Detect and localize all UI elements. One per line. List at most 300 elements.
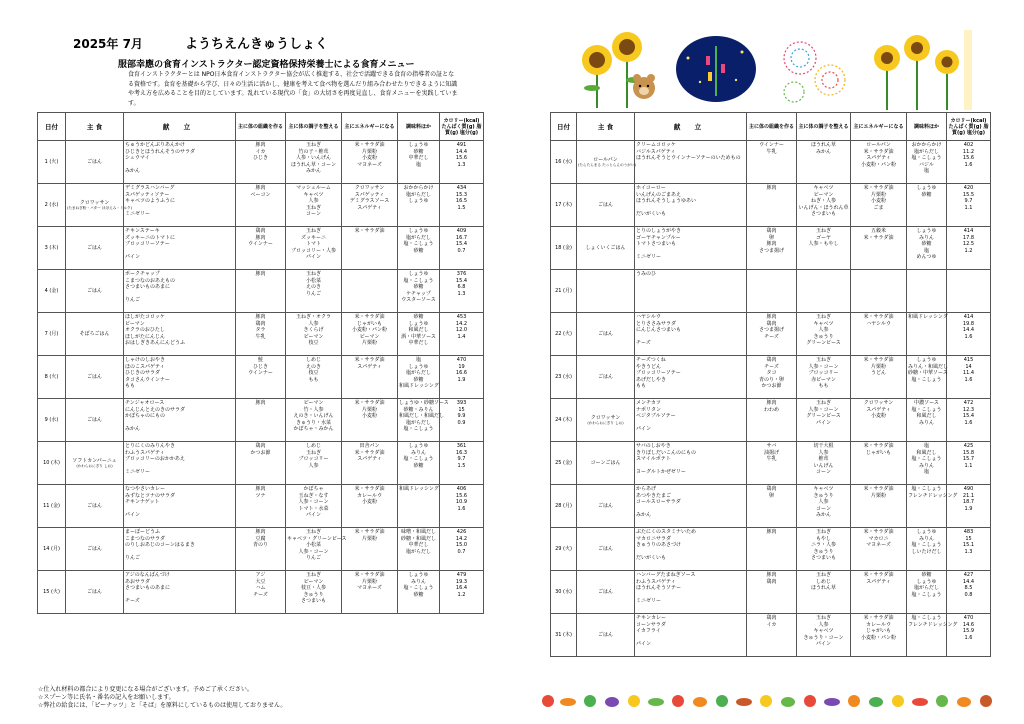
seasoning-line: しょうゆ <box>408 572 429 578</box>
intro-text: 食育インストラクターとは NPO日本食育インストラクター協会が広く推進する、社会で活躍できる食育の指導者の証となる資格です。食育を基礎から学び、日々の生活に活かし、健康を考えて食べ物を選んだり組み合わせたりできるように知識や考え方を広めることを目的としています。乱れている現代の「食」の大切さを再度見直し、食育メニューを実践しています。 <box>128 71 458 107</box>
yellow-line: スパゲティ <box>357 204 382 211</box>
staple-sub-text: (わわらおにぎり しお) <box>76 464 113 468</box>
dish-line: ベジタブルソテー <box>636 413 676 419</box>
dish-line: パイン <box>125 254 141 260</box>
dish-line: りんご <box>125 555 141 561</box>
green-line: キャベツ <box>303 191 324 198</box>
red-cell <box>747 313 797 356</box>
green-line: 人参・コーン <box>808 406 839 413</box>
green-line: キャベツ・グリーンピース <box>287 535 347 542</box>
seasoning-line: ケチャップ <box>406 290 431 297</box>
dish-line: オクラのおひたし <box>125 327 165 333</box>
green-line: キャベツ <box>813 486 834 492</box>
seasoning-line: 砂糖 <box>413 247 424 254</box>
menu-cell <box>635 356 747 399</box>
yellow-cell <box>342 571 398 614</box>
seasoning-line: 和風だし <box>408 327 429 333</box>
date-text: 25 (金) <box>555 459 572 466</box>
seasoning-cell <box>398 528 440 571</box>
seasoning-cell <box>907 399 947 442</box>
yellow-line: 米・サラダ油 <box>354 228 385 234</box>
nutrition-line: 10.9 <box>455 499 468 505</box>
seasoning-line: フレンチドレッシング <box>908 621 958 628</box>
col-staple: 主 食 <box>66 113 124 141</box>
yellow-line: 片栗粉 <box>870 191 886 198</box>
red-cell <box>747 184 797 227</box>
nutrition-line: 15.3 <box>455 191 468 198</box>
dish-line: ちゅうかどんぶりあんかけ <box>125 142 186 148</box>
nutrition-cell <box>440 485 484 528</box>
seasoning-line: おかからかけ <box>403 185 434 191</box>
staple-sub-text: (わわらおにぎり しお) <box>587 421 624 425</box>
seasoning-line: 塩・こしょう <box>911 456 942 462</box>
seasoning-line: みりん <box>918 234 934 241</box>
green-line: 玉ねぎ・なす <box>298 492 329 499</box>
green-cell <box>797 399 851 442</box>
red-line: かつお節 <box>761 383 782 389</box>
green-line: きゅうり <box>813 492 834 499</box>
staple-cell <box>577 399 635 442</box>
nutrition-line: 1.6 <box>964 333 973 340</box>
red-cell <box>236 442 286 485</box>
staple-cell <box>66 356 124 399</box>
nutrition-line: 14.4 <box>962 578 975 585</box>
nutrition-line: 14.2 <box>455 535 468 542</box>
date-cell <box>38 227 66 270</box>
yellow-line: 米・サラダ油 <box>863 572 894 578</box>
menu-row <box>551 141 991 184</box>
nutrition-line: 0.8 <box>964 591 973 598</box>
green-line: キャベツ <box>813 185 834 191</box>
nutrition-line: 434 <box>456 185 467 191</box>
dish-line: さつまいものあまに <box>125 284 171 290</box>
red-line: わわめ <box>763 406 779 413</box>
year-month: 2025年 7月 <box>73 37 143 51</box>
date-cell <box>551 485 577 528</box>
col-yellow: 主にエネルギーになる <box>851 113 907 141</box>
red-cell <box>236 227 286 270</box>
staple-cell <box>577 442 635 485</box>
seasoning-line: めんつゆ <box>916 254 937 260</box>
green-line: りんご <box>305 555 321 561</box>
dish-line <box>636 168 745 175</box>
yellow-cell <box>851 141 907 184</box>
nutrition-line: 491 <box>456 142 467 148</box>
note: ☆仕入れ材料の都合により変更になる場合がございます。予めご了承ください。 <box>38 686 253 693</box>
menu-row <box>551 270 991 313</box>
dish-line: デミグラスハンバーグ <box>125 185 175 191</box>
nutrition-line: 14.6 <box>962 621 975 628</box>
seasoning-line: 塩 <box>415 161 421 168</box>
green-line: 人参 <box>818 621 829 628</box>
seasoning-line: 和風ドレッシング <box>908 314 948 320</box>
green-cell <box>797 184 851 227</box>
menu-row <box>551 614 991 657</box>
dish-line: だいがくいも <box>636 555 667 561</box>
dish-line: りんご <box>125 297 141 303</box>
menu-cell <box>635 227 747 270</box>
seasoning-line: 塩・こしょう <box>403 277 434 284</box>
nutrition-line: 12.3 <box>962 406 975 413</box>
staple-cell <box>577 356 635 399</box>
nutrition-line: 21.1 <box>962 492 975 499</box>
yellow-cell <box>851 356 907 399</box>
dish-line: ミニゼリー <box>125 211 151 217</box>
yellow-line: うどん <box>870 370 886 376</box>
seasoning-line: 中華だし <box>408 155 429 161</box>
date-text: 28 (月) <box>555 502 572 509</box>
staple-text: ごはん <box>86 244 102 251</box>
red-line: 鶏肉 <box>766 486 777 492</box>
yellow-line: 片栗粉 <box>361 340 377 346</box>
nutrition-line: 18.7 <box>962 499 975 505</box>
yellow-line: 米・サラダ油 <box>354 572 385 578</box>
col-seasoning: 調味料ほか <box>907 113 947 141</box>
dish-line: もも <box>636 383 647 389</box>
date-text: 16 (水) <box>555 158 572 165</box>
green-line: パイン <box>815 641 831 647</box>
dish-line: チキンナゲット <box>125 499 160 505</box>
menu-cell <box>124 184 236 227</box>
green-line: 玉ねぎ <box>305 449 321 456</box>
nutrition-line: 15.1 <box>962 542 975 548</box>
dish-line: こまつなのサラダ <box>125 535 165 542</box>
red-cell <box>236 270 286 313</box>
seasoning-line: 塩 <box>923 168 929 174</box>
nutrition-line: 415 <box>963 357 974 363</box>
dish-line: あげだしやき <box>636 376 667 383</box>
nutrition-line: 414 <box>963 314 974 320</box>
yellow-line: 米・サラダ油 <box>354 314 385 320</box>
green-line: しめじ <box>815 578 831 585</box>
nutrition-cell <box>947 485 991 528</box>
seasoning-line: 砂糖 <box>413 591 424 598</box>
menu-cell <box>635 270 747 313</box>
green-line: きゅうり <box>813 333 834 340</box>
menu-cell <box>635 313 747 356</box>
staple-text: ごはん <box>86 373 102 380</box>
red-line: 青のり・卵 <box>758 376 784 383</box>
green-line: 人参・もやし <box>808 241 839 247</box>
red-line: チーズ <box>253 591 268 598</box>
staple-sub-text: (たらたらまる たっとらんのうがい) <box>578 163 636 167</box>
yellow-cell <box>851 442 907 485</box>
green-line: キャベツ <box>813 320 834 327</box>
red-line: チーズ <box>764 333 779 340</box>
date-cell <box>551 528 577 571</box>
date-cell <box>38 270 66 313</box>
yellow-line: カレールウ <box>866 621 891 628</box>
staple-text: ごはん <box>597 588 613 595</box>
red-line: 豚肉 <box>255 234 266 241</box>
seasoning-cell <box>398 184 440 227</box>
nutrition-line: 0.9 <box>457 419 466 426</box>
menu-cell <box>124 442 236 485</box>
menu-cell <box>635 614 747 657</box>
red-line: さつま揚げ <box>758 327 784 333</box>
dish-line: あつやきたまご <box>636 492 672 499</box>
staple-text: ごはん <box>597 330 613 337</box>
green-line: 玉ねぎ <box>305 572 321 578</box>
green-cell <box>286 270 342 313</box>
dish-line: チキンカレー <box>636 615 666 621</box>
staple-cell <box>577 614 635 657</box>
staple-text: クロワッサン <box>79 199 110 206</box>
nutrition-cell <box>440 313 484 356</box>
yellow-line: スパゲティ <box>357 363 382 370</box>
yellow-line: じゃがいも <box>865 628 891 634</box>
red-line: 鮭 <box>257 357 263 363</box>
yellow-line: 五穀米 <box>870 228 886 234</box>
dish-line: チンジャオロース <box>125 400 165 406</box>
nutrition-line: 1.6 <box>964 419 973 426</box>
staple-cell <box>66 313 124 356</box>
red-line: ハム <box>255 585 266 591</box>
green-line: 玉ねぎ <box>305 529 321 535</box>
nutrition-cell <box>947 270 991 313</box>
date-text: 10 (木) <box>43 459 60 466</box>
seasoning-line: 塩がらだし <box>405 370 431 376</box>
menu-row <box>38 442 484 485</box>
dish-line: パイン <box>636 641 652 647</box>
yellow-line: 片栗粉 <box>870 492 886 499</box>
green-line: 玉ねぎ・オクラ <box>296 314 331 320</box>
seasoning-line: 塩・こしょう <box>911 615 942 621</box>
dish-line: わふうスパゲティ <box>636 578 676 585</box>
red-cell <box>236 528 286 571</box>
red-line: 大豆 <box>255 578 266 585</box>
menu-cell <box>635 485 747 528</box>
green-line: ピーマン <box>303 333 324 340</box>
red-cell <box>236 184 286 227</box>
green-line: もも <box>818 383 829 389</box>
yellow-line: 米・サラダ油 <box>863 185 894 191</box>
dish-line: ブロッコリーソテー <box>636 370 681 376</box>
seasoning-line: 砂糖 <box>413 284 424 290</box>
dish-line: いんげんのごまあえ <box>636 191 682 198</box>
green-line: 人参・いんげん <box>295 155 331 161</box>
col-red: 主に体の組織を作る <box>747 113 797 141</box>
dish-line: みずなとツナのサラダ <box>125 492 175 499</box>
seasoning-line: 塩がらだし <box>405 191 431 198</box>
nutrition-line: 1.6 <box>964 376 973 383</box>
yellow-line: 小麦粉 <box>361 413 377 419</box>
nutrition-line: 11.2 <box>962 148 975 155</box>
seasoning-cell <box>907 528 947 571</box>
green-line: さつまいも <box>810 555 836 561</box>
date-text: 31 (木) <box>555 631 572 638</box>
nutrition-cell <box>947 399 991 442</box>
red-line: ひじき <box>252 155 268 161</box>
nutrition-line: 17.8 <box>962 234 975 241</box>
seasoning-line: 酒・中華ソース <box>401 333 436 340</box>
nutrition-cell <box>440 227 484 270</box>
staple-text: クロワッサン <box>590 414 621 421</box>
col-staple: 主 食 <box>577 113 635 141</box>
seasoning-line: みりん <box>410 449 426 456</box>
nutrition-line: 15 <box>965 535 972 542</box>
dish-line: チキンステーキ <box>125 228 160 234</box>
seasoning-line: しょうゆ <box>408 443 429 449</box>
nutrition-line: 14.4 <box>455 148 468 155</box>
green-line: かぼちゃ・みかん <box>293 426 334 432</box>
seasoning-cell <box>907 141 947 184</box>
date-text: 30 (水) <box>555 588 572 595</box>
yellow-line: 片栗粉 <box>361 578 377 585</box>
green-line: 枝豆 <box>308 370 319 376</box>
nutrition-cell <box>440 528 484 571</box>
nutrition-line: 9.7 <box>964 198 973 204</box>
staple-cell <box>66 227 124 270</box>
menu-table-left <box>37 112 484 614</box>
date-text: 22 (火) <box>555 330 572 337</box>
yellow-cell <box>851 485 907 528</box>
green-line: ピーマン <box>303 400 324 406</box>
dish-line: ぶたにくのスタミナいため <box>636 529 697 535</box>
dish-line: おはしぎきあんにんどうふ <box>125 340 186 346</box>
nutrition-line: 15.6 <box>455 492 468 499</box>
green-line: みかん <box>815 148 831 155</box>
nutrition-line: 19 <box>458 363 465 370</box>
menu-row <box>551 399 991 442</box>
seasoning-line: 塩がらだし <box>405 419 431 426</box>
green-line: 玉ねぎ <box>815 615 831 621</box>
date-text: 7 (月) <box>44 330 59 337</box>
dish-line: からあげ <box>636 486 657 492</box>
nutrition-line: 1.2 <box>457 591 466 598</box>
date-cell <box>551 227 577 270</box>
red-line: ベーコン <box>250 191 271 198</box>
yellow-line: クロワッサン <box>863 400 894 406</box>
yellow-cell <box>342 399 398 442</box>
nutrition-line: 1.5 <box>457 204 466 211</box>
date-text: 3 (木) <box>44 244 59 251</box>
staple-text: ロールパン <box>593 156 618 163</box>
nutrition-line: 15.6 <box>455 155 468 161</box>
dish-line: とりにくのみりんやき <box>125 443 176 449</box>
red-line: 豚肉 <box>766 185 777 191</box>
seasoning-line: 塩 <box>923 247 929 254</box>
green-cell <box>286 313 342 356</box>
col-menu: 献 立 <box>635 113 747 141</box>
nutrition-line: 12.0 <box>455 327 468 333</box>
date-cell <box>38 399 66 442</box>
nutrition-line: 1.5 <box>457 462 466 469</box>
nutrition-cell <box>947 528 991 571</box>
green-cell <box>797 227 851 270</box>
nutrition-line: 9.9 <box>457 413 466 419</box>
dish-line: きりぼしだいこんのにもの <box>636 449 697 456</box>
seasoning-line: 砂糖 <box>921 572 932 578</box>
date-cell <box>38 571 66 614</box>
yellow-line: じゃがいも <box>356 320 382 327</box>
yellow-line: 片栗粉 <box>361 148 377 155</box>
yellow-line: じゃがいも <box>865 449 891 456</box>
red-cell <box>747 227 797 270</box>
red-line: 豚肉 <box>255 185 266 191</box>
seasoning-cell <box>398 141 440 184</box>
staple-cell <box>577 528 635 571</box>
date-text: 23 (水) <box>555 373 572 380</box>
menu-cell <box>124 141 236 184</box>
green-line: 切干大根 <box>813 443 834 449</box>
seasoning-cell <box>907 227 947 270</box>
yellow-cell <box>342 485 398 528</box>
green-line: ほうれん草 <box>810 585 836 591</box>
menu-row <box>551 485 991 528</box>
red-line: アジ <box>255 572 266 578</box>
green-line: さつまいも <box>300 598 326 604</box>
green-line: いんげん・ほうれん草 <box>798 204 849 211</box>
green-cell <box>797 313 851 356</box>
green-line: ねぎ・人参 <box>810 198 836 204</box>
green-line: みかん <box>305 168 321 174</box>
green-line: 人参・コーン <box>298 499 329 505</box>
yellow-cell <box>342 227 398 270</box>
seasoning-cell <box>907 356 947 399</box>
seasoning-line: 和風だし・和風だし <box>399 413 445 419</box>
staple-cell <box>66 485 124 528</box>
seasoning-cell <box>398 227 440 270</box>
yellow-line: マヨネーズ <box>866 542 891 548</box>
nutrition-line: 15.6 <box>962 155 975 161</box>
yellow-line: ピーマン <box>359 333 380 340</box>
red-line: イカ <box>766 621 777 628</box>
green-line: 人参 <box>308 320 319 327</box>
yellow-cell <box>851 528 907 571</box>
green-line: 玉ねぎ <box>305 271 321 277</box>
dish-line: のりしおあじのコーンはるまき <box>125 542 195 548</box>
yellow-cell <box>342 356 398 399</box>
date-cell <box>38 313 66 356</box>
staple-text: ソフトカンパーニュ <box>72 457 117 464</box>
yellow-cell <box>851 614 907 657</box>
menu-row <box>38 184 484 227</box>
red-cell <box>236 485 286 528</box>
seasoning-line: 砂糖 <box>413 462 424 469</box>
staple-text: ごはん <box>86 588 102 595</box>
yellow-line: マヨネーズ <box>357 585 382 591</box>
menu-cell <box>635 442 747 485</box>
menu-cell <box>124 227 236 270</box>
green-line: ニラ・人参 <box>810 542 836 548</box>
red-line: 豆腐 <box>255 535 266 542</box>
dish-line: わふうスパゲティ <box>125 449 165 456</box>
nutrition-line: 479 <box>456 572 467 578</box>
menu-cell <box>635 571 747 614</box>
red-line: さつま揚げ <box>758 247 784 254</box>
yellow-line: 小麦粉・パン粉 <box>351 327 387 333</box>
green-line: しめじ <box>305 357 321 363</box>
date-text: 4 (金) <box>44 287 59 294</box>
nutrition-line: 409 <box>456 228 467 234</box>
green-line: グリーンピース <box>806 340 841 346</box>
yellow-cell <box>851 270 907 313</box>
menu-cell <box>124 571 236 614</box>
nutrition-line: 15.4 <box>455 277 468 284</box>
date-text: 2 (水) <box>44 201 59 208</box>
staple-cell <box>66 141 124 184</box>
dish-line: スパゲッティソテー <box>125 191 170 198</box>
col-menu: 献 立 <box>124 113 236 141</box>
green-cell <box>797 141 851 184</box>
staple-text: ごはん <box>597 631 613 638</box>
menu-row <box>551 313 991 356</box>
green-line: 人参 <box>308 198 319 204</box>
nutrition-line: 15.4 <box>455 241 468 247</box>
yellow-line: ごま <box>873 204 884 211</box>
red-line: ウインナー <box>248 241 273 247</box>
